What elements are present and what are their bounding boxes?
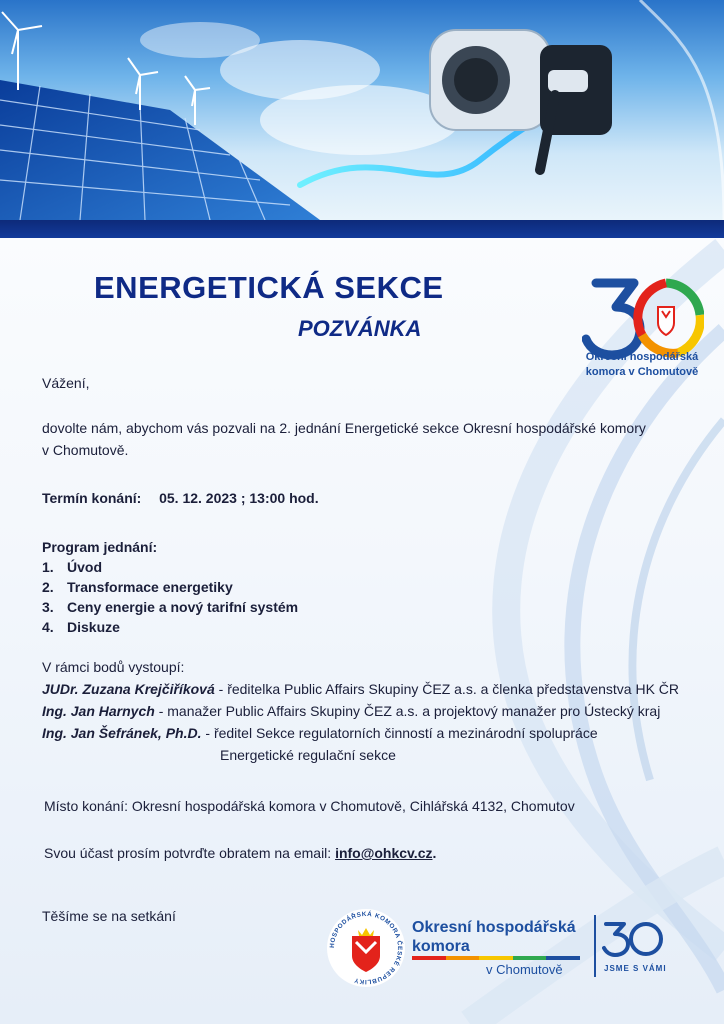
ev-charger-icon bbox=[430, 30, 612, 170]
seal-text: HOSPODÁŘSKÁ KOMORA ČESKÉ REPUBLIKY bbox=[328, 910, 404, 986]
list-item: 3. Ceny energie a nový tarifní systém bbox=[42, 599, 299, 615]
speaker-role: - manažer Public Affairs Skupiny ČEZ a.s. a projektový manažer pro Ústecký kraj bbox=[154, 703, 661, 719]
footer-slogan: JSME S VÁMI bbox=[604, 964, 667, 973]
speaker-name: JUDr. Zuzana Krejčiříková bbox=[42, 681, 215, 697]
header-banner bbox=[0, 0, 724, 220]
greeting: Vážení, bbox=[42, 375, 90, 391]
energy-illustration bbox=[0, 0, 724, 220]
banner-stripe bbox=[0, 220, 724, 238]
footer-divider bbox=[594, 915, 596, 977]
term-label: Termín konání: bbox=[42, 490, 142, 506]
email-link[interactable]: info@ohkcv.cz bbox=[335, 845, 433, 861]
rsvp-line: Svou účast prosím potvrďte obratem na email: info@ohkcv.cz. bbox=[44, 845, 437, 861]
rsvp-text: Svou účast prosím potvrďte obratem na email: bbox=[44, 845, 336, 861]
footer-org-line-2: komora bbox=[412, 938, 470, 955]
speaker-2 bbox=[42, 701, 660, 721]
term-line bbox=[42, 488, 319, 508]
speaker-3 bbox=[42, 723, 598, 743]
page-subtitle: POZVÁNKA bbox=[298, 316, 422, 341]
speaker-name: Ing. Jan Šefránek, Ph.D. bbox=[42, 725, 202, 741]
program-list bbox=[42, 557, 298, 637]
footer-color-bar bbox=[412, 956, 580, 960]
term-value: 05. 12. 2023 ; 13:00 hod. bbox=[159, 490, 319, 506]
venue: Místo konání: Okresní hospodářská komora v Chomutově, Cihlářská 4132, Chomutov bbox=[44, 798, 575, 814]
intro-line-1: dovolte nám, abychom vás pozvali na 2. jednání Energetické sekce Okresní hospodářské komory bbox=[42, 420, 646, 436]
speaker-role: - ředitelka Public Affairs Skupiny ČEZ a.s. a členka představenstva HK ČR bbox=[214, 681, 680, 697]
page-title: ENERGETICKÁ SEKCE bbox=[94, 270, 444, 305]
speakers-heading: V rámci bodů vystoupí: bbox=[42, 659, 185, 675]
speaker-name: Ing. Jan Harnych bbox=[42, 703, 155, 719]
speaker-role: - ředitel Sekce regulatorních činností a mezinárodní spolupráce bbox=[201, 725, 598, 741]
closing: Těšíme se na setkání bbox=[42, 908, 176, 924]
program-heading: Program jednání: bbox=[42, 539, 158, 555]
list-item: 1. Úvod bbox=[42, 559, 102, 575]
solar-panel-icon bbox=[0, 80, 320, 220]
list-item: 2. Transformace energetiky bbox=[42, 579, 233, 595]
list-item: 4. Diskuze bbox=[42, 619, 120, 635]
speaker-3-role-cont: Energetické regulační sekce bbox=[220, 747, 396, 763]
footer-city: v Chomutově bbox=[486, 962, 563, 977]
speaker-1 bbox=[42, 679, 679, 699]
chamber-seal-logo bbox=[326, 908, 406, 988]
footer-org-line-1: Okresní hospodářská bbox=[412, 919, 576, 936]
intro-line-2: v Chomutově. bbox=[42, 442, 129, 458]
footer-30-badge bbox=[602, 918, 664, 958]
logo-org-name: Okresní hospodářská komora v Chomutově bbox=[585, 351, 699, 378]
